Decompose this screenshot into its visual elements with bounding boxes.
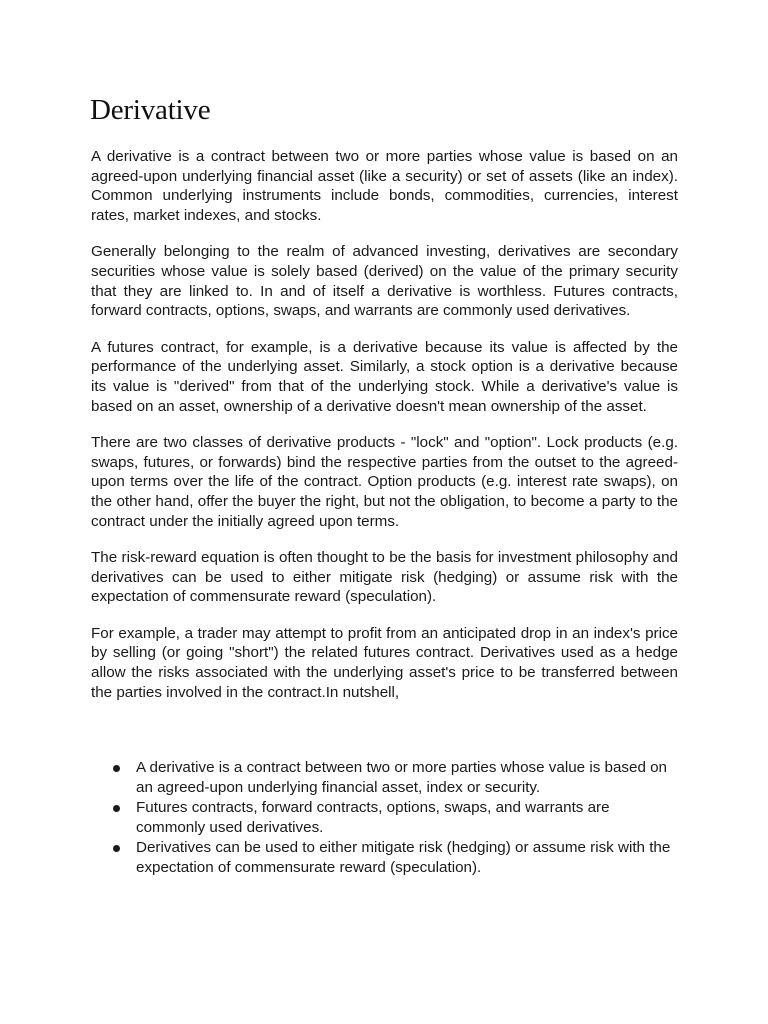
bullet-text: Derivatives can be used to either mitigate risk (hedging) or assume risk with the expectation of commensurate reward (speculation).: [136, 839, 671, 876]
paragraph-definition: A derivative is a contract between two or more parties whose value is based on an agreed-upon underlying financial asset (like a security) or set of assets (like an index). Common underlying instruments include bonds, commodities, currencies, interest rates, market indexes, and stocks.: [91, 148, 678, 224]
page-title: Derivative: [90, 94, 211, 126]
paragraph-secondary-securities: Generally belonging to the realm of advanced investing, derivatives are secondary securities whose value is solely based (derived) on the value of the primary security that they are linked to. In and of itself a derivative is worthless. Futures contracts, forward contracts, options, swaps, and warrants are commonly used derivatives.: [91, 243, 678, 320]
bullet-text: A derivative is a contract between two or more parties whose value is based on an agreed-upon underlying financial asset, index or security.: [136, 759, 667, 796]
paragraph-futures-example: A futures contract, for example, is a derivative because its value is affected by the performance of the underlying asset. Similarly, a stock option is a derivative because its value is "derived" from that of the underlying stock. While a derivative's value is based on an asset, ownership of a derivative doesn't mean ownership of the asset.: [91, 338, 678, 415]
document-body: [91, 147, 678, 719]
paragraph-risk-reward: The risk-reward equation is often thought to be the basis for investment philosophy and derivatives can be used to either mitigate risk (hedging) or assume risk with the expectation of commensurate reward (speculation).: [91, 549, 678, 606]
list-item: [91, 838, 678, 878]
bullet-icon: [113, 805, 120, 812]
bullet-icon: [113, 765, 120, 772]
bullet-text: Futures contracts, forward contracts, options, swaps, and warrants are commonly used derivatives.: [136, 799, 610, 836]
list-item: [91, 758, 678, 798]
bullet-icon: [113, 845, 120, 852]
summary-bullet-list: [91, 758, 678, 878]
paragraph-trader-example: For example, a trader may attempt to profit from an anticipated drop in an index's price by selling (or going "short") the related futures contract. Derivatives used as a hedge allow the risks associated with the underlying asset's price to be transferred between the parties involved in the contract.In nutshell,: [91, 624, 678, 701]
list-item: [91, 798, 678, 838]
paragraph-product-classes: There are two classes of derivative products - "lock" and "option". Lock products (e.g. swaps, futures, or forwards) bind the respective parties from the outset to the agreed-upon terms over the life of the contract. Option products (e.g. interest rate swaps), on the other hand, offer the buyer the right, but not the obligation, to become a party to the contract under the initially agreed upon terms.: [91, 434, 678, 530]
